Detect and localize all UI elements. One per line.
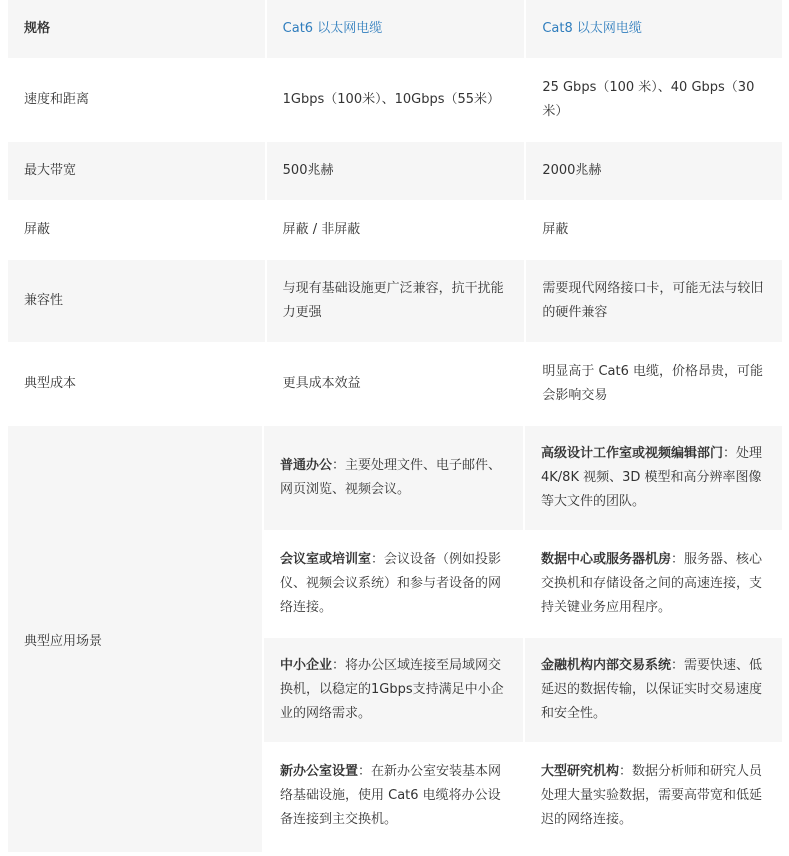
header-cat6: Cat6 以太网电缆 [282,21,383,36]
cat8-scenario [525,426,782,530]
scenario-text: ：服务器、核心交换机和存储设备之间的高速连接，支持关键业务应用程序。 [541,552,763,615]
scenario-title: 普通办公 [280,458,333,473]
scenario-item [264,744,782,848]
row-label: 典型成本 [24,376,77,391]
cat6-scenario [264,638,523,742]
cat8-scenario [525,744,782,848]
cat6-value: 屏蔽 / 非屏蔽 [282,222,361,237]
scenario-title: 新办公室设置 [280,764,359,779]
scenario-label [8,426,262,852]
table-row [8,342,782,426]
header-spec: 规格 [24,21,51,36]
cat8-value: 需要现代网络接口卡，可能无法与较旧的硬件兼容 [542,281,764,320]
row-label: 速度和距离 [24,92,90,107]
scenario-label-text: 典型应用场景 [24,633,103,649]
scenario-text: ：在新办公室安装基本网络基础设施，使用 Cat6 电缆将办公设备连接到主交换机。 [280,764,502,827]
cat6-value: 500兆赫 [282,163,334,178]
scenario-text: ：会议设备（例如投影仪、视频会议系统）和参与者设备的网络连接。 [280,552,502,615]
row-label: 屏蔽 [24,222,51,237]
header-cat8: Cat8 以太网电缆 [542,21,642,36]
scenario-row [8,426,782,852]
cat8-scenario [525,532,782,636]
row-label: 最大带宽 [24,163,77,178]
cat6-value: 更具成本效益 [282,376,361,391]
cat6-scenario [264,532,523,636]
scenario-item [264,638,782,742]
scenario-text: ：主要处理文件、电子邮件、网页浏览、视频会议。 [280,458,502,497]
table-header-row [8,0,782,58]
scenario-grid [264,426,782,852]
scenario-title: 大型研究机构 [541,764,620,779]
scenario-text: ：需要快速、低延迟的数据传输，以保证实时交易速度和安全性。 [541,658,763,721]
cat6-scenario [264,744,523,848]
scenario-title: 高级设计工作室或视频编辑部门 [541,446,724,461]
scenario-text: ：数据分析师和研究人员处理大量实验数据，需要高带宽和低延迟的网络连接。 [541,764,763,827]
table-row [8,260,782,342]
cat8-value: 2000兆赫 [542,163,602,178]
scenario-title: 会议室或培训室 [280,552,372,567]
scenario-text: ：将办公区域连接至局域网交换机，以稳定的1Gbps支持满足中小企业的网络需求。 [280,658,504,721]
cat8-value: 25 Gbps（100 米）、40 Gbps（30 米） [542,80,755,119]
spec-comparison-table [8,0,782,852]
cat6-value: 与现有基础设施更广泛兼容，抗干扰能力更强 [282,281,504,320]
table-row [8,200,782,260]
cat6-value: 1Gbps（100米）、10Gbps（55米） [282,92,501,107]
scenario-title: 中小企业 [280,658,333,673]
cat6-scenario [264,426,523,530]
scenario-text: ：处理 4K/8K 视频、3D 模型和高分辨率图像等大文件的团队。 [541,446,763,509]
table-row [8,142,782,200]
scenario-item [264,426,782,530]
scenario-item [264,532,782,636]
scenario-title: 数据中心或服务器机房 [541,552,672,567]
scenario-title: 金融机构内部交易系统 [541,658,672,673]
row-label: 兼容性 [24,293,64,308]
cat8-scenario [525,638,782,742]
cat8-value: 明显高于 Cat6 电缆，价格昂贵，可能会影响交易 [542,364,763,403]
cat8-value: 屏蔽 [542,222,569,237]
table-row [8,58,782,142]
